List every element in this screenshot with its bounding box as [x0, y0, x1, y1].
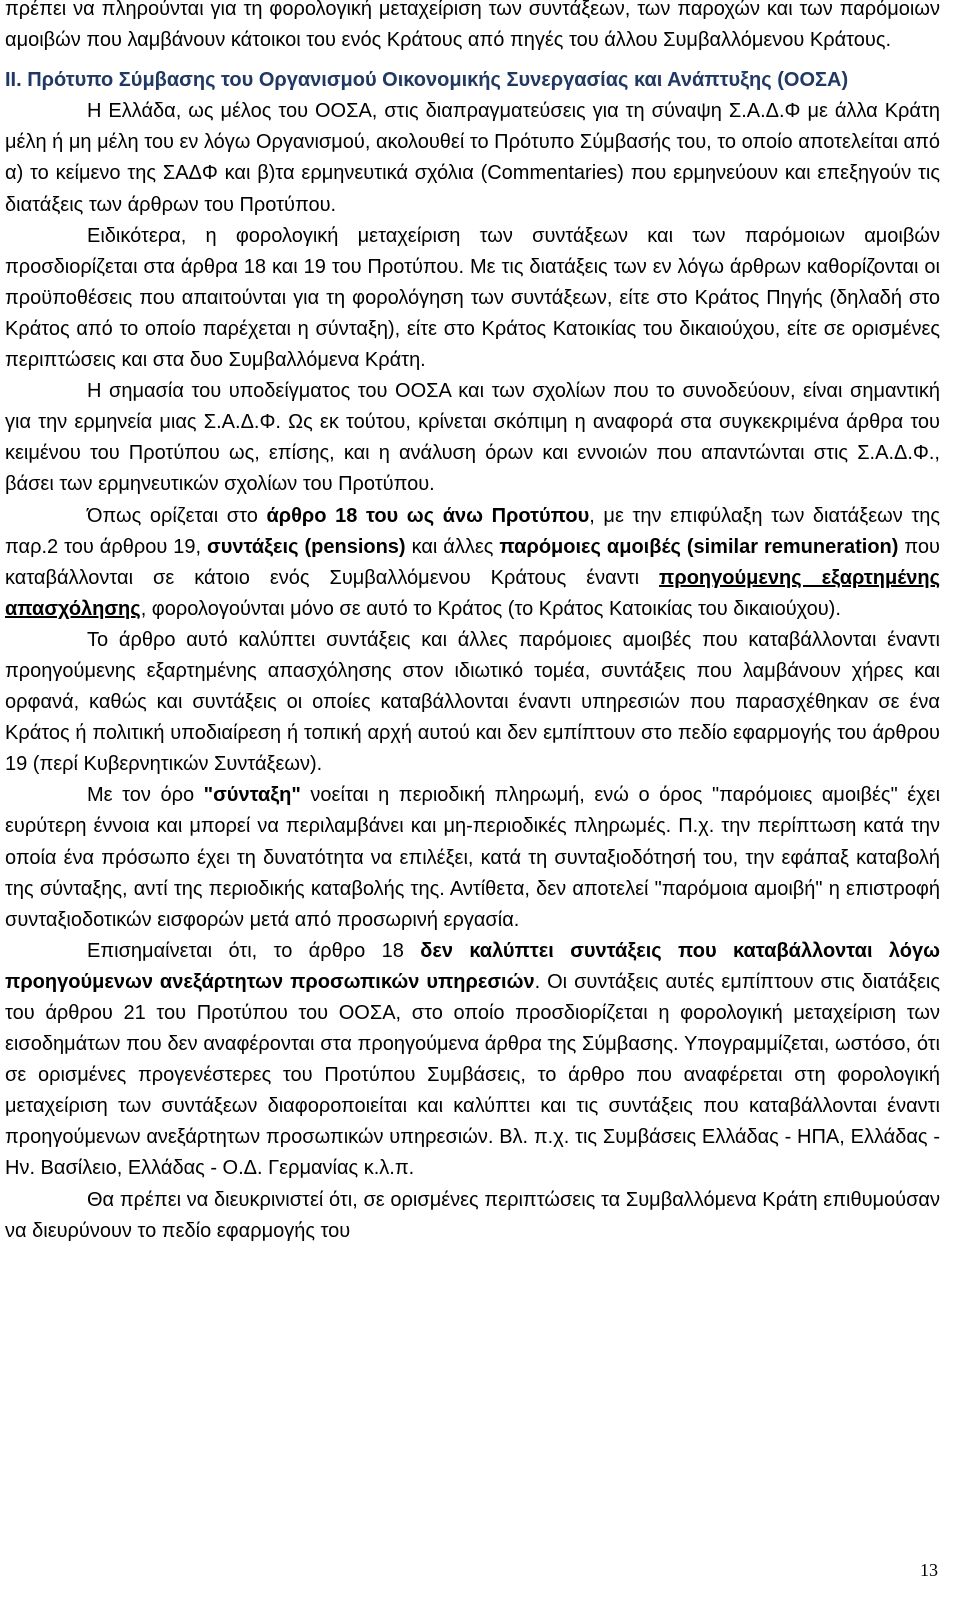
page-number: 13	[920, 1560, 938, 1580]
paragraph-article-18	[5, 501, 940, 625]
paragraph-coverage: Το άρθρο αυτό καλύπτει συντάξεις και άλλες παρόμοιες αμοιβές που καταβάλλονται έναντι προηγούμενης εξαρτημένης απασχόλησης στον ιδιωτικό τομέα, συντάξεις που λαμβάνουν χήρες και ορφανά, καθώς και συντάξεις οι οποίες καταβάλλονται έναντι υπηρεσιών που παρασχέθηκαν σε ένα Κράτος ή πολιτική υποδιαίρεση ή τοπική αρχή αυτού και δεν εμπίπτουν στο πεδίο εφαρμογής του άρθρου 19 (περί Κυβερνητικών Συντάξεων).	[5, 628, 940, 776]
text-run: . Οι συντάξεις αυτές εμπίπτουν στις διατάξεις του άρθρου 21 του Προτύπου του ΟΟΣΑ, στο οποίο προσδιορίζεται η φορολογική μεταχείριση των εισοδημάτων που δεν αναφέρονται στα προηγούμενα άρθρα της Σύμβασης. Υπογραμμίζεται, ωστόσο, ότι σε ορισμένες προγενέστερες του Προτύπου Συμβάσεις, το άρθρο που αναφέρεται στη φορολογική μεταχείριση των συντάξεων διαφοροποιείται και καλύπτει και τις συντάξεις που καταβάλλονται έναντι προηγούμενων ανεξάρτητων προσωπικών υπηρεσιών. Βλ. π.χ. τις Συμβάσεις Ελλάδας - ΗΠΑ, Ελλάδας - Ην. Βασίλειο, Ελλάδας - Ο.Δ. Γερμανίας κ.λ.π.	[5, 970, 940, 1180]
bold-underlined-run: προηγούμενης εξαρτημένης απασχόλησης	[5, 566, 940, 620]
section-heading: ΙΙ. Πρότυπο Σύμβασης του Οργανισμού Οικονομικής Συνεργασίας και Ανάπτυξης (ΟΟΣΑ)	[5, 69, 849, 92]
paragraph-definition	[5, 780, 940, 935]
document-page	[5, 0, 940, 1247]
text-run: Με τον όρο	[87, 784, 204, 807]
text-run: και άλλες	[405, 535, 500, 558]
text-run: που καταβάλλονται σε κάτοιο ενός Συμβαλλόμενου Κράτους έναντι	[5, 535, 940, 589]
text-run: Επισημαίνεται ότι, το άρθρο 18	[87, 939, 421, 962]
text-run: , φορολογούνται μόνο σε αυτό το Κράτος (το Κράτος Κατοικίας του δικαιούχου).	[140, 597, 841, 620]
bold-run: άρθρο 18 του ως άνω Προτύπου	[266, 504, 590, 527]
text-run: νοείται η περιοδική πληρωμή, ενώ ο όρος "παρόμοιες αμοιβές" έχει ευρύτερη έννοια και μπορεί να περιλαμβάνει και μη-περιοδικές πληρωμές. Π.χ. την περίπτωση κατά την οποία ένα πρόσωπο έχει τη δυνατότητα να επιλέξει, κατά τη συνταξιοδότησή του, την εφάπαξ καταβολή της σύνταξης, αντί της περιοδικής καταβολής της. Αντίθετα, δεν αποτελεί "παρόμοια αμοιβή" η επιστροφή συνταξιοδοτικών εισφορών μετά από προσωρινή εργασία.	[5, 784, 941, 931]
text-run: , με την επιφύλαξη των διατάξεων της παρ.2 του άρθρου 19,	[5, 504, 940, 558]
paragraph-articles: Ειδικότερα, η φορολογική μεταχείριση των συντάξεων και των παρόμοιων αμοιβών προσδιορίζεται στα άρθρα 18 και 19 του Προτύπου. Με τις διατάξεις των εν λόγω άρθρων καθορίζονται οι προϋποθέσεις που απαιτούνται για τη φορολόγηση των συντάξεων, είτε στο Κράτος Πηγής (δηλαδή στο Κράτος από το οποίο παρέχεται η σύνταξη), είτε στο Κράτος Κατοικίας του δικαιούχου, είτε σε ορισμένες περιπτώσεις και στα δυο Συμβαλλόμενα Κράτη.	[5, 224, 940, 372]
text-run: Όπως ορίζεται στο	[87, 504, 267, 527]
bold-run: δεν καλύπτει συντάξεις που καταβάλλονται λόγω προηγούμενων ανεξάρτητων προσωπικών υπηρεσιών	[5, 939, 940, 993]
paragraph-exclusion	[5, 936, 940, 1185]
paragraph-clarification: Θα πρέπει να διευκρινιστεί ότι, σε ορισμένες περιπτώσεις τα Συμβαλλόμενα Κράτη επιθυμούσαν να διευρύνουν το πεδίο εφαρμογής του	[5, 1188, 940, 1242]
paragraph-importance: Η σημασία του υποδείγματος του ΟΟΣΑ και των σχολίων που το συνοδεύουν, είναι σημαντική για την ερμηνεία μιας Σ.Α.Δ.Φ. Ως εκ τούτου, κρίνεται σκόπιμη η αναφορά στα συγκεκριμένα άρθρα του κειμένου του Προτύπου ως, επίσης, και η ανάλυση όρων και εννοιών που απαντώνται στις Σ.Α.Δ.Φ., βάσει των ερμηνευτικών σχολίων του Προτύπου.	[5, 380, 940, 496]
bold-run: συντάξεις (pensions)	[207, 535, 406, 558]
paragraph-greece-oecd: Η Ελλάδα, ως μέλος του ΟΟΣΑ, στις διαπραγματεύσεις για τη σύναψη Σ.Α.Δ.Φ με άλλα Κράτη μέλη ή μη μέλη του εν λόγω Οργανισμού, ακολουθεί το Πρότυπο Σύμβασής του, το οποίο αποτελείται από α) το κείμενο της ΣΑΔΦ και β)τα ερμηνευτικά σχόλια (Commentaries) που ερμηνεύουν και επεξηγούν τις διατάξεις των άρθρων του Προτύπου.	[5, 100, 940, 216]
bold-run: "σύνταξη"	[203, 784, 301, 807]
paragraph-intro: πρέπει να πληρούνται για τη φορολογική μεταχείριση των συντάξεων, των παροχών και των παρόμοιων αμοιβών που λαμβάνουν κάτοικοι του ενός Κράτους από πηγές του άλλου Συμβαλλόμενου Κράτους.	[5, 0, 940, 52]
bold-run: παρόμοιες αμοιβές (similar remuneration)	[499, 535, 899, 558]
